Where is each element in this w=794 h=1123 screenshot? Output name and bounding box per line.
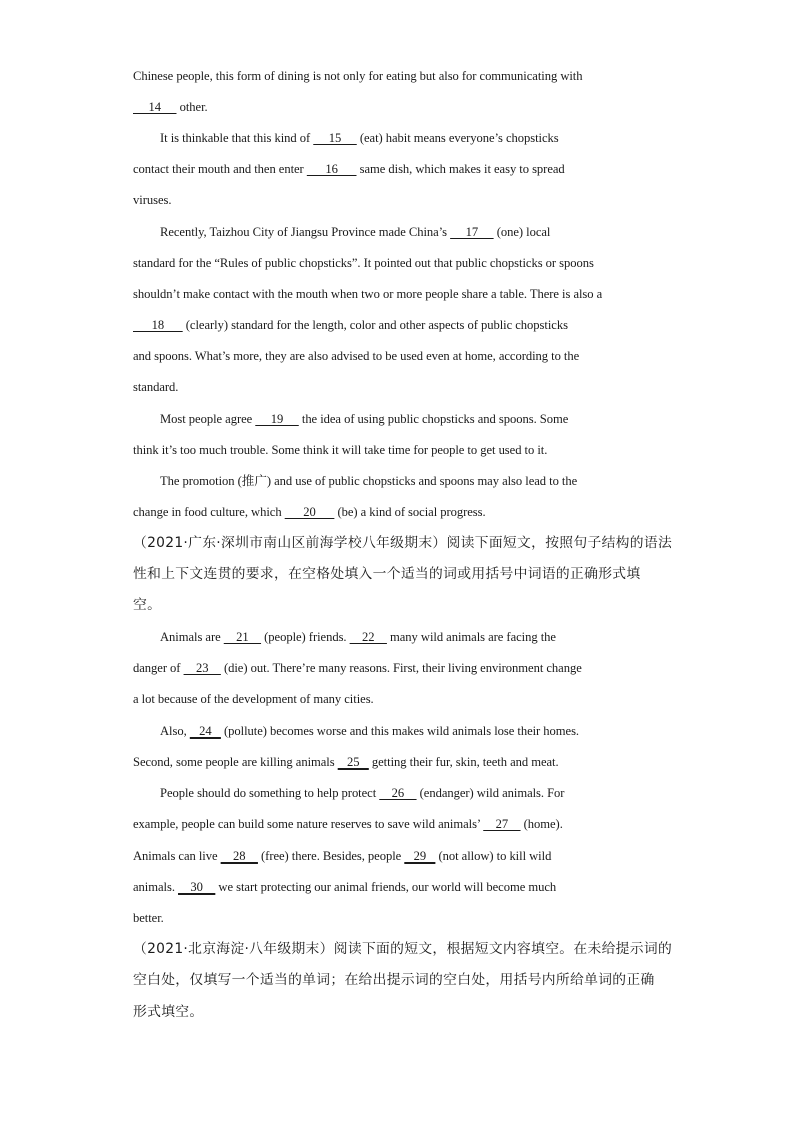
answer-blank-26[interactable]: 26	[379, 786, 417, 800]
text-line: Chinese people, this form of dining is not only for eating but also for communicating with	[133, 69, 583, 83]
text-line: Most people agree 19 the idea of using public chopsticks and spoons. Some	[160, 412, 569, 426]
answer-blank-25[interactable]: 25	[337, 755, 369, 769]
text-line: Second, some people are killing animals 25 getting their fur, skin, teeth and meat.	[133, 755, 559, 769]
answer-blank-22[interactable]: 22	[349, 630, 387, 644]
text-line: contact their mouth and then enter 16 same dish, which makes it easy to spread	[133, 162, 565, 176]
answer-blank-17[interactable]: 17	[450, 225, 494, 239]
text-line: People should do something to help protect 26 (endanger) wild animals. For	[160, 786, 565, 800]
answer-blank-30[interactable]: 30	[178, 880, 216, 894]
text-line: shouldn’t make contact with the mouth when two or more people share a table. There is also a	[133, 287, 603, 301]
text-line: Recently, Taizhou City of Jiangsu Province made China’s 17 (one) local	[160, 225, 551, 239]
text-line: 14 other.	[133, 100, 208, 114]
text-line: change in food culture, which 20 (be) a kind of social progress.	[133, 505, 486, 519]
answer-blank-20[interactable]: 20	[284, 505, 335, 519]
section-heading: 性和上下文连贯的要求，在空格处填入一个适当的词或用括号中词语的正确形式填	[133, 566, 641, 582]
section-heading: （2021·北京海淀·八年级期末）阅读下面的短文，根据短文内容填空。在未给提示词的	[133, 941, 673, 957]
text-line: viruses.	[133, 193, 172, 207]
answer-blank-18[interactable]: 18	[133, 318, 183, 332]
text-line: standard.	[133, 380, 179, 394]
text-line: example, people can build some nature reserves to save wild animals’ 27 (home).	[133, 817, 563, 831]
answer-blank-29[interactable]: 29	[404, 849, 436, 863]
text-line: It is thinkable that this kind of 15 (eat) habit means everyone’s chopsticks	[160, 131, 559, 145]
text-line: The promotion (推广) and use of public chopsticks and spoons may also lead to the	[160, 474, 578, 488]
text-line: and spoons. What’s more, they are also advised to be used even at home, according to the	[133, 349, 580, 363]
text-line: think it’s too much trouble. Some think it will take time for people to get used to it.	[133, 443, 548, 457]
section-heading: 空。	[133, 597, 162, 613]
section-heading: 空白处，仅填写一个适当的单词；在给出提示词的空白处，用括号内所给单词的正确	[133, 972, 655, 988]
answer-blank-24[interactable]: 24	[189, 724, 221, 738]
text-line: better.	[133, 911, 164, 925]
text-line: danger of 23 (die) out. There’re many reasons. First, their living environment change	[133, 661, 582, 675]
text-line: 18 (clearly) standard for the length, color and other aspects of public chopsticks	[133, 318, 568, 332]
text-line: standard for the “Rules of public chopsticks”. It pointed out that public chopsticks or spoons	[133, 256, 594, 270]
section-heading: （2021·广东·深圳市南山区前海学校八年级期末）阅读下面短文，按照句子结构的语法	[133, 535, 673, 551]
text-line: Animals can live 28 (free) there. Besides, people 29 (not allow) to kill wild	[133, 849, 552, 863]
text-line: animals. 30 we start protecting our animal friends, our world will become much	[133, 880, 557, 894]
answer-blank-23[interactable]: 23	[183, 661, 221, 675]
text-line: a lot because of the development of many cities.	[133, 692, 374, 706]
answer-blank-15[interactable]: 15	[313, 131, 357, 145]
answer-blank-27[interactable]: 27	[483, 817, 521, 831]
answer-blank-28[interactable]: 28	[220, 849, 258, 863]
answer-blank-19[interactable]: 19	[255, 412, 299, 426]
text-line: Animals are 21 (people) friends. 22 many wild animals are facing the	[160, 630, 556, 644]
section-heading: 形式填空。	[133, 1004, 204, 1020]
text-line: Also, 24 (pollute) becomes worse and this makes wild animals lose their homes.	[160, 724, 580, 738]
answer-blank-16[interactable]: 16	[306, 162, 357, 176]
answer-blank-21[interactable]: 21	[223, 630, 262, 644]
answer-blank-14[interactable]: 14	[133, 100, 177, 114]
